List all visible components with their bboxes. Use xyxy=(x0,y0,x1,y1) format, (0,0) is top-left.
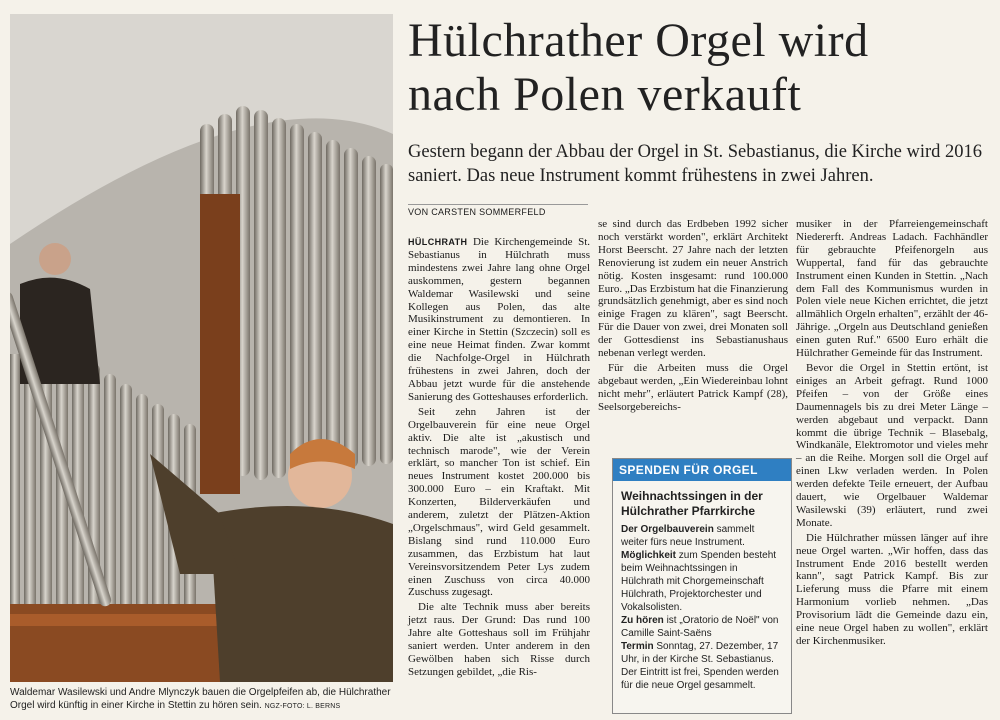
infobox-donations xyxy=(612,458,792,714)
photo-caption xyxy=(10,686,405,713)
headline xyxy=(408,14,988,122)
organ-photo-illustration xyxy=(10,14,393,682)
caption-text: Waldemar Wasilewski und Andre Mlynczyk bauen die Orgelpfeifen ab, die Hülchrather Orgel wird künftig in einer Kirche in Stettin zu hören sein. xyxy=(10,687,391,711)
headline-line-2: nach Polen verkauft xyxy=(408,68,802,121)
paragraph: Die Hülchrather müssen länger auf ihre neue Orgel warten. „Wir hoffen, dass das Instrument Ende 2016 bestellt werden kann", sagt Patrick Kampf. Bis zur Lieferung muss die Pfarre mit einem Harmonium vorlieb nehmen. „Das Provisorium lädt die Gemeinde dazu ein, eine neue Orgel haben zu wollen", erklärt der Kirchenmusiker. xyxy=(796,531,988,647)
article-column-1 xyxy=(408,236,590,679)
paragraph: Die alte Technik muss aber bereits jetzt raus. Der Grund: Das rund 100 Jahre alte Gotteshaus soll im Frühjahr saniert werden. Unter anderem in den Gewölben haben sich Risse durch Setzungen gebildet, „die Ris- xyxy=(408,601,590,678)
photo-credit: NGZ-FOTO: L. BERNS xyxy=(264,703,341,710)
infobox-body: Der Orgelbauverein sammelt weiter fürs neue Instrument. Möglichkeit zum Spenden besteht beim Weihnachtssingen in Hülchrath mit Chorgemeinschaft Hülchrath, Projektorchester und Vokalsolisten. Zu hören ist „Oratorio de Noël" von Camille Saint-Saëns Termin Sonntag, 27. Dezember, 17 Uhr, in der Kirche St. Sebastianus. Der Eintritt ist frei, Spenden werden für die neue Orgel gesammelt. xyxy=(621,524,779,691)
headline-line-1: Hülchrather Orgel wird xyxy=(408,14,869,67)
dateline: HÜLCHRATH xyxy=(408,237,468,247)
infobox-title: Weihnachtssingen in der Hülchrather Pfarrkirche xyxy=(621,489,763,518)
paragraph: Bevor die Orgel in Stettin ertönt, ist einiges an Arbeit gefragt. Rund 1000 Pfeifen – von der Größe eines Daumennagels bis zu drei Meter Länge – werden abgebaut und verpackt. Dann kommt die übrige Technik – Blasebalg, Windkanäle, Elektromotor und vieles mehr – an die Reihe. Morgen soll die Orgel auf einen Lkw verladen werden. In Polen werden defekte Teile erneuert, der Aufbau dauert, wie Orgelbauer Waldemar Wasilewski (39) erläutert, rund zwei Monate. xyxy=(796,361,988,529)
paragraph: musiker in der Pfarreiengemeinschaft Niedererft. Andreas Ladach. Fachhändler für gebrauchte Pfeifenorgeln aus Wuppertal, fand für das gebrauchte Instrument einen Kunden in Stettin. „Nach dem Fall des Kommunismus wurden in Polen viele neue Kichen errichtet, die jetzt allmählich Orgeln erhalten", erzählt der 46-Jährige. „Orgeln aus Deutschland genießen einen guten Ruf." 6500 Euro erhält die Hülchrather Gemeinde für das Instrument. xyxy=(796,218,988,360)
byline: VON CARSTEN SOMMERFELD xyxy=(408,204,588,217)
paragraph: Für die Arbeiten muss die Orgel abgebaut werden, „Ein Wiedereinbau lohnt nicht mehr", erläutert Patrick Kampf (28), Seelsorgebereichs- xyxy=(598,361,788,413)
article-column-3 xyxy=(796,218,988,648)
infobox-header: SPENDEN FÜR ORGEL xyxy=(613,459,791,481)
paragraph: HÜLCHRATH Die Kirchengemeinde St. Sebastianus in Hülchrath muss mindestens zwei Jahre lang ohne Orgel auskommen, gestern begannen Waldemar Wasilewski und seine Kollegen aus Polen, das alte Musikinstrument zu demontieren. In einer Kirche in Stettin (Szczecin) soll es eine neue Heimat finden. Zwar kommt die Nachfolge-Orgel in Hülchrath frühestens in zwei Jahren, doch der Abbau jetzt wurde für die anstehende Sanierung des Gotteshauses erforderlich. xyxy=(408,236,591,403)
paragraph: Seit zehn Jahren ist der Orgelbauverein für eine neue Orgel aktiv. Die alte ist „akustisch und technisch marode", wie der Verein erklärt, so mancher Ton ist schief. Ein neues Instrument kostet 200.000 bis 300.000 Euro – ein Kraftakt. Mit Konzerten, Bilderverkäufen und anderem, zuletzt der Plätzen-Aktion „Orgelschmaus", wird Geld gesammelt. Bislang sind rund 110.000 Euro zusammen, das Erzbistum hat laut Vereinsvorsitzendem Peter Lys zudem einen Zuschuss von circa 40.000 Zuschuss zugesagt. xyxy=(408,405,590,599)
paragraph: se sind durch das Erdbeben 1992 sicher noch verstärkt worden", erklärt Architekt Horst Beerscht. 27 Jahre nach der letzten Renovierung ist zudem ein neuer Anstrich nötig. Kosten insgesamt: rund 100.000 Euro. „Das Erzbistum hat die Finanzierung grundsätzlich genehmigt, aber es sind noch einige Fragen zu klären", sagt Beerscht. Für die Dauer von zwei, drei Monaten soll der Gottesdienst ins Sebastianushaus nebenan verlegt werden. xyxy=(598,218,789,360)
article-photo-organ-pipes xyxy=(10,14,393,682)
subheadline: Gestern begann der Abbau der Orgel in St. Sebastianus, die Kirche wird 2016 saniert. Das neue Instrument kommt frühestens in zwei Jahren. xyxy=(408,142,983,186)
article-column-2 xyxy=(598,218,788,414)
